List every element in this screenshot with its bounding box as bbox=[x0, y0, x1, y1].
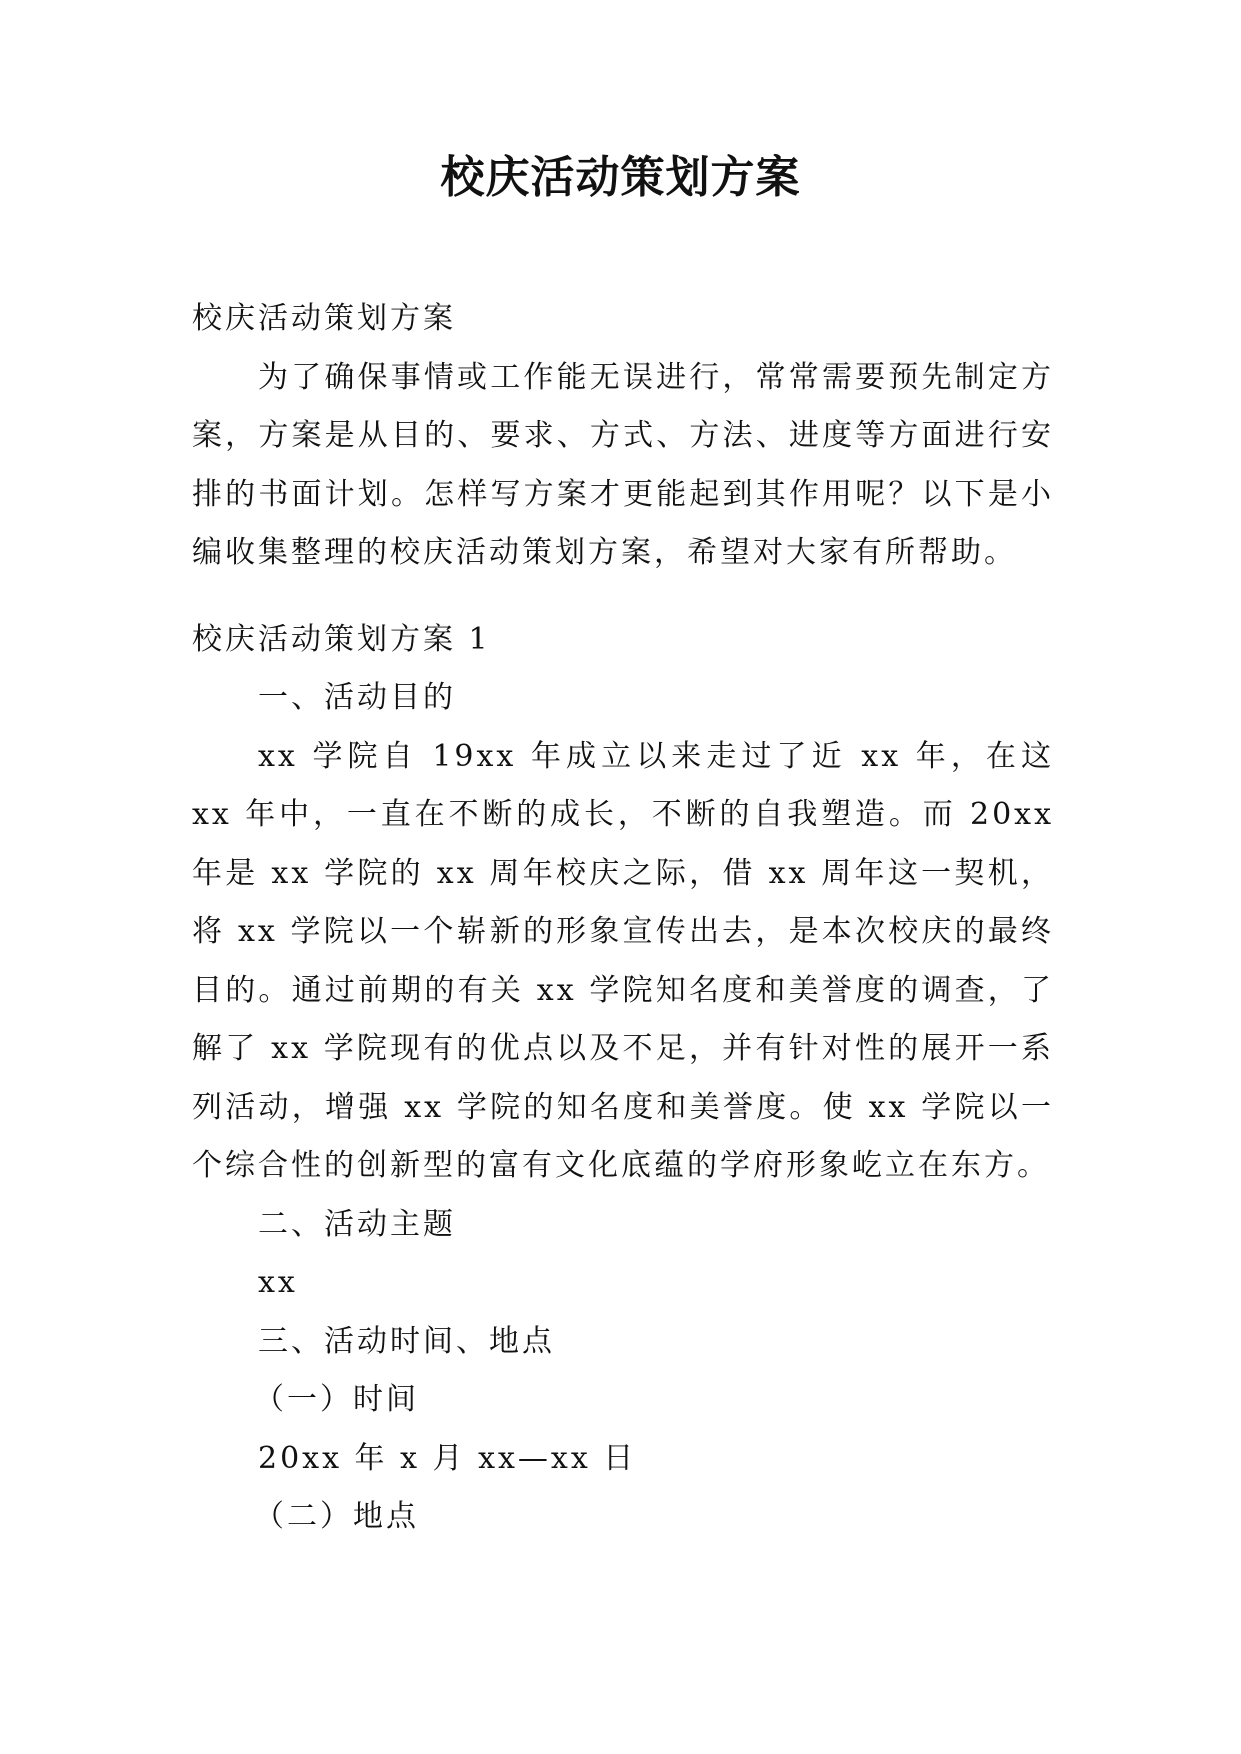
heading-time-place: 三、活动时间、地点 bbox=[258, 1323, 555, 1359]
heading-theme: 二、活动主题 bbox=[258, 1206, 456, 1242]
subheading-place: （二）地点 bbox=[254, 1499, 419, 1534]
subheading-time: （一）时间 bbox=[254, 1382, 419, 1417]
intro-paragraph: 为了确保事情或工作能无误进行，常常需要预先制定方案，方案是从目的、要求、方式、方法、进度等方面进行安排的书面计划。怎样写方案才更能起到其作用呢？以下是小编收集整理的校庆活动策划方案，希望对大家有所帮助。 bbox=[192, 359, 1054, 570]
document-title: 校庆活动策划方案 bbox=[440, 152, 801, 203]
theme-text: xx bbox=[258, 1265, 298, 1300]
section-title: 校庆活动策划方案 1 bbox=[192, 621, 491, 657]
document-body bbox=[192, 290, 1054, 1547]
purpose-paragraph: xx 学院自 19xx 年成立以来走过了近 xx 年，在这 xx 年中，一直在不断的成长，不断的自我塑造。而 20xx 年是 xx 学院的 xx 周年校庆之际，借 xx 周年这一契机，将 xx 学院以一个崭新的形象宣传出去，是本次校庆的最终目的。通过前期的有关 xx 学院知名度和美誉度的调查，了解了 xx 学院现有的优点以及不足，并有针对性的展开一系列活动，增强 xx 学院的知名度和美誉度。使 xx 学院以一个综合性的创新型的富有文化底蕴的学府形象屹立在东方。 bbox=[192, 738, 1054, 1183]
heading-purpose: 一、活动目的 bbox=[258, 680, 456, 715]
document-subtitle: 校庆活动策划方案 bbox=[192, 301, 456, 336]
time-text: 20xx 年 x 月 xx—xx 日 bbox=[258, 1440, 637, 1476]
